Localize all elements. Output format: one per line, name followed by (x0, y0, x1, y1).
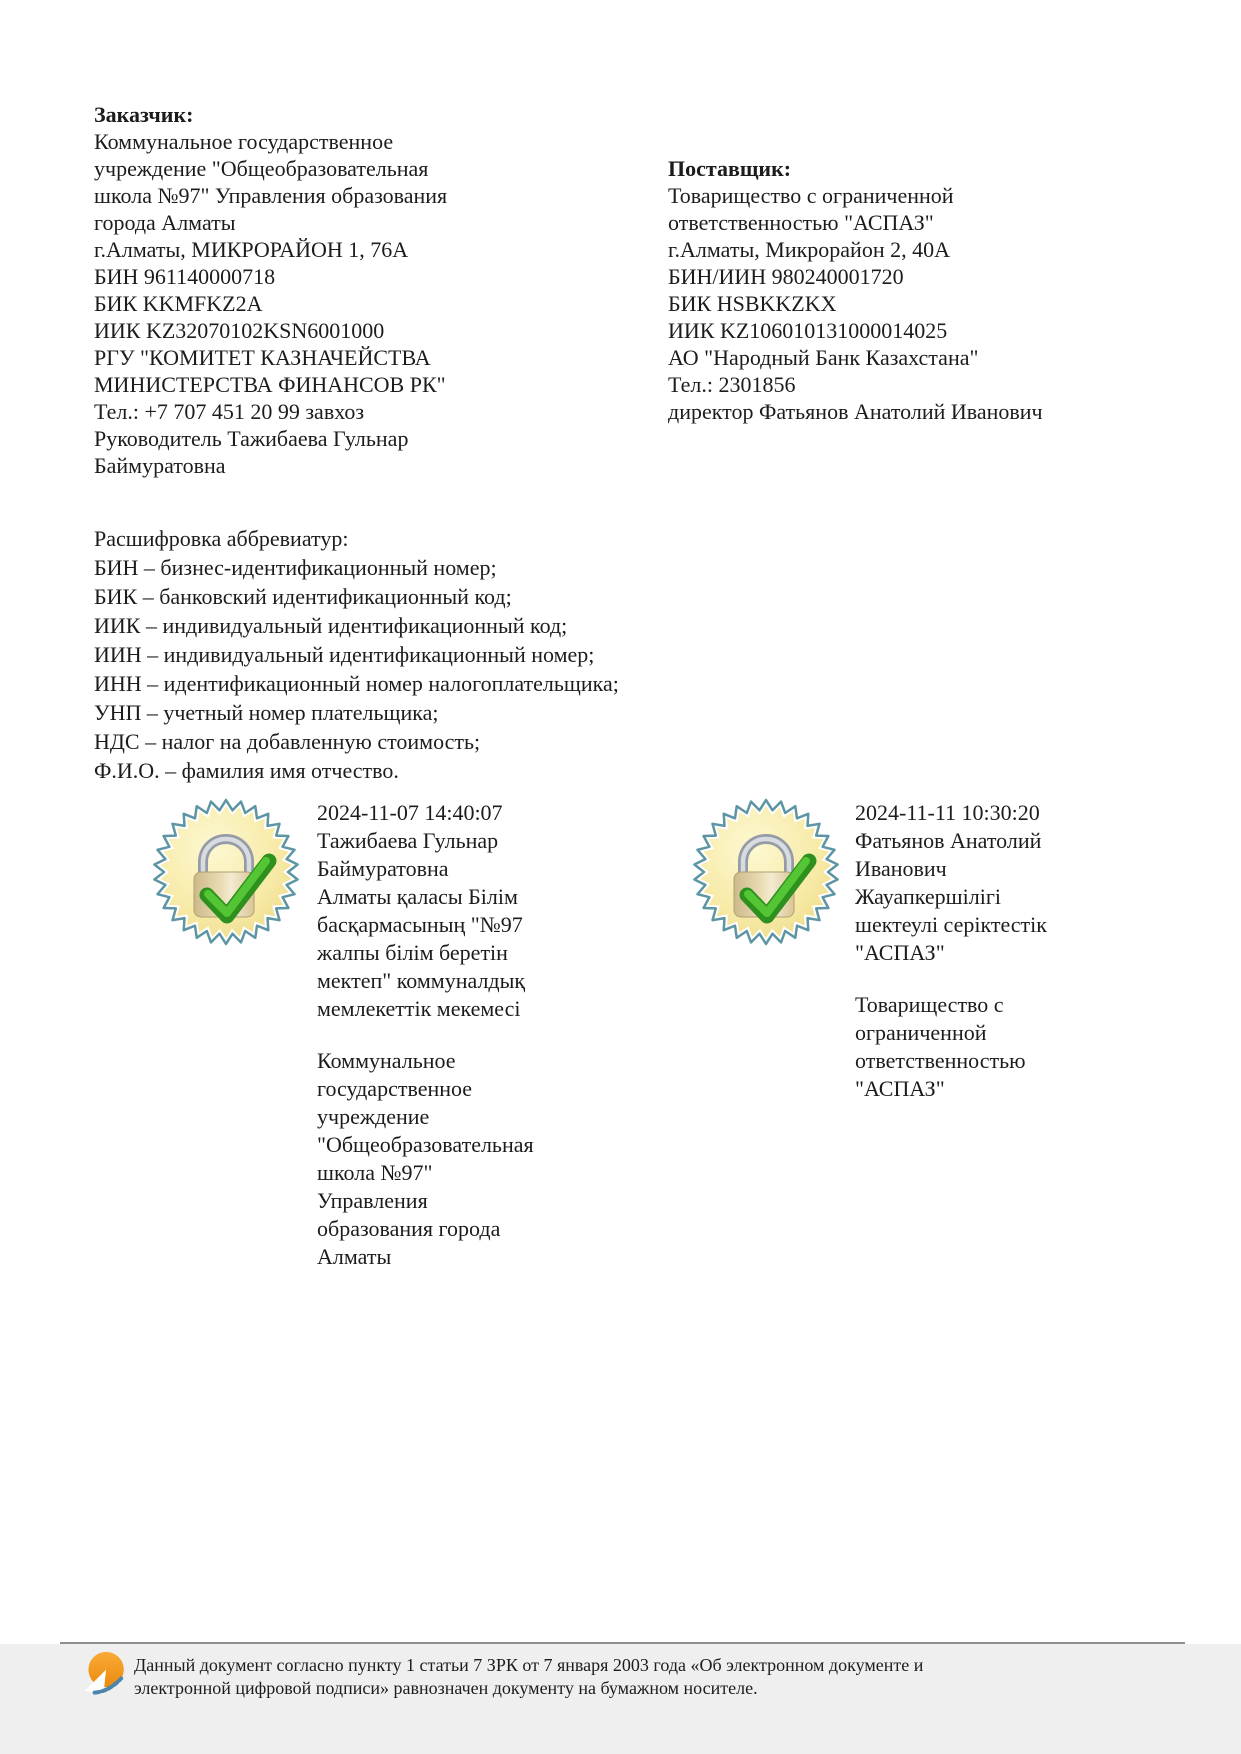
text-line: Товарищество с (855, 992, 1004, 1017)
text-line: БИН – бизнес-идентификационный номер; (94, 555, 497, 580)
text-line: АО "Народный Банк Казахстана" (668, 345, 979, 370)
text-line: Тел.: +7 707 451 20 99 завхоз (94, 399, 365, 424)
text-line: Товарищество с ограниченной (668, 183, 954, 208)
text-line: БИН/ИИН 980240001720 (668, 264, 904, 289)
text-line: Тел.: 2301856 (668, 372, 796, 397)
text-line: образования города (317, 1216, 501, 1241)
signature-2-details (855, 799, 1047, 1103)
text-line: басқармасының "№97 (317, 912, 523, 937)
signature-1-signer-lines (317, 827, 534, 1023)
text-line: Баймуратовна (94, 453, 226, 478)
footer-note (134, 1654, 923, 1700)
goszakup-portal-logo-icon (84, 1651, 130, 1697)
text-line: Баймуратовна (317, 856, 449, 881)
text-line: УНП – учетный номер плательщика; (94, 700, 439, 725)
customer-lines (94, 128, 447, 479)
text-line: Руководитель Тажибаева Гульнар (94, 426, 409, 451)
signature-1-seal (152, 798, 300, 946)
footer-separator-line (60, 1642, 1185, 1644)
signature-2-org-lines (855, 991, 1047, 1103)
text-line: г.Алматы, Микрорайон 2, 40А (668, 237, 950, 262)
text-line: ИНН – идентификационный номер налогоплательщика; (94, 671, 619, 696)
text-line: Жауапкершілігі (855, 884, 1001, 909)
text-line: мемлекеттік мекемесі (317, 996, 521, 1021)
text-line: учреждение "Общеобразовательная (94, 156, 429, 181)
text-line: города Алматы (94, 210, 236, 235)
signature-1-timestamp: 2024-11-07 14:40:07 (317, 800, 503, 825)
padlock-checkmark-seal-icon (692, 798, 840, 946)
text-line: Алматы қаласы Білім (317, 884, 518, 909)
signature-2-signer-lines (855, 827, 1047, 967)
text-line: ИИК KZ106010131000014025 (668, 318, 948, 343)
text-line: государственное (317, 1076, 473, 1101)
footer-note-lines (134, 1654, 923, 1700)
supplier-label: Поставщик: (668, 156, 792, 181)
spacer (317, 1023, 534, 1047)
text-line: г.Алматы, МИКРОРАЙОН 1, 76А (94, 237, 409, 262)
signature-2-seal (692, 798, 840, 946)
text-line: Алматы (317, 1244, 392, 1269)
text-line: электронной цифровой подписи» равнозначен документу на бумажном носителе. (134, 1678, 758, 1698)
text-line: ИИК KZ32070102KSN6001000 (94, 318, 385, 343)
text-line: Фатьянов Анатолий (855, 828, 1042, 853)
text-line: жалпы білім беретін (317, 940, 508, 965)
signature-2-timestamp: 2024-11-11 10:30:20 (855, 800, 1040, 825)
abbreviations-title: Расшифровка аббревиатур: (94, 526, 349, 551)
spacer (855, 967, 1047, 991)
text-line: учреждение (317, 1104, 430, 1129)
text-line: ограниченной (855, 1020, 987, 1045)
text-line: Ф.И.О. – фамилия имя отчество. (94, 758, 399, 783)
text-line: РГУ "КОМИТЕТ КАЗНАЧЕЙСТВА (94, 345, 431, 370)
text-line: НДС – налог на добавленную стоимость; (94, 729, 481, 754)
supplier-lines (668, 182, 1043, 425)
text-line: Иванович (855, 856, 947, 881)
text-line: ответственностью "АСПАЗ" (668, 210, 934, 235)
text-line: Управления (317, 1188, 428, 1213)
text-line: школа №97" Управления образования (94, 183, 448, 208)
text-line: школа №97" (317, 1160, 433, 1185)
text-line: МИНИСТЕРСТВА ФИНАНСОВ РК" (94, 372, 446, 397)
abbreviations-block (94, 524, 619, 785)
text-line: "АСПАЗ" (855, 940, 945, 965)
text-line: БИК HSBKKZKX (668, 291, 837, 316)
text-line: БИН 961140000718 (94, 264, 276, 289)
text-line: Тажибаева Гульнар (317, 828, 499, 853)
text-line: "АСПАЗ" (855, 1076, 945, 1101)
text-line: шектеулі серіктестік (855, 912, 1047, 937)
customer-label: Заказчик: (94, 102, 194, 127)
text-line: БИК – банковский идентификационный код; (94, 584, 512, 609)
text-line: БИК KKMFKZ2A (94, 291, 263, 316)
text-line: Коммунальное (317, 1048, 456, 1073)
text-line: ответственностью (855, 1048, 1026, 1073)
text-line: ИИК – индивидуальный идентификационный код; (94, 613, 568, 638)
text-line: "Общеобразовательная (317, 1132, 534, 1157)
signature-1-details (317, 799, 534, 1271)
text-line: директор Фатьянов Анатолий Иванович (668, 399, 1043, 424)
text-line: ИИН – индивидуальный идентификационный номер; (94, 642, 595, 667)
text-line: Коммунальное государственное (94, 129, 394, 154)
text-line: мектеп" коммуналдық (317, 968, 526, 993)
padlock-checkmark-seal-icon (152, 798, 300, 946)
supplier-block (668, 155, 1043, 425)
customer-block (94, 101, 447, 479)
text-line: Данный документ согласно пункту 1 статьи 7 ЗРК от 7 января 2003 года «Об электронном документе и (134, 1655, 924, 1675)
abbreviation-items (94, 553, 619, 785)
signature-1-org-lines (317, 1047, 534, 1271)
